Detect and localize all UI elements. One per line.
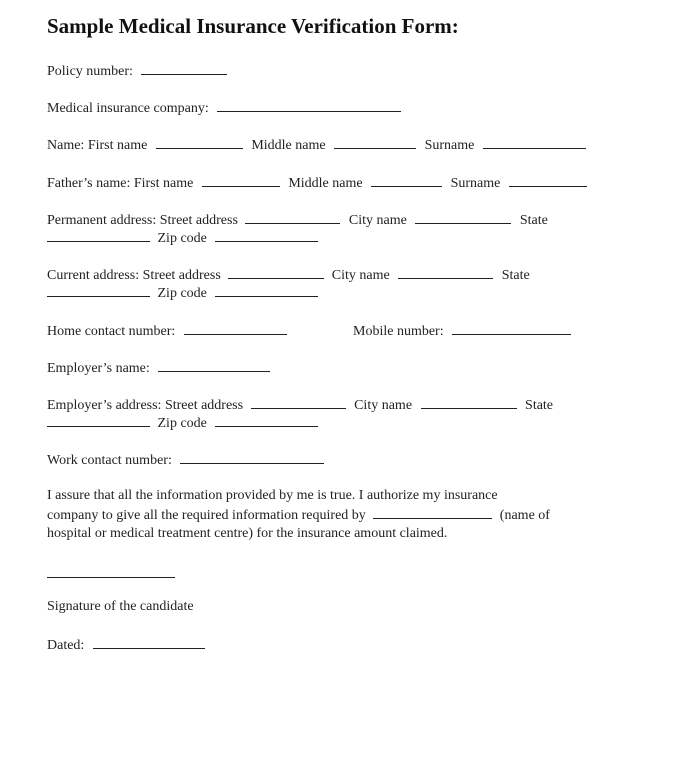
home-contact-row: [47, 321, 287, 341]
father-first-name-label: Father’s name: First name: [47, 176, 194, 191]
declaration-line-2: [47, 505, 602, 525]
permanent-city-label: City name: [348, 213, 407, 228]
declaration-paragraph: [47, 487, 602, 543]
employer-zip-field[interactable]: [215, 413, 318, 427]
employer-state-label: State: [525, 398, 554, 413]
hospital-name-field[interactable]: [373, 505, 492, 519]
current-street-label: Current address: Street address: [47, 268, 221, 283]
current-address-row-2: [47, 283, 318, 303]
dated-label: Dated:: [47, 638, 85, 653]
permanent-city-field[interactable]: [415, 210, 511, 224]
current-street-field[interactable]: [228, 265, 324, 279]
signature-label: Signature of the candidate: [47, 599, 194, 614]
permanent-zip-field[interactable]: [215, 228, 318, 242]
employer-city-field[interactable]: [421, 395, 517, 409]
permanent-street-field[interactable]: [245, 210, 340, 224]
employer-name-row: [47, 358, 270, 378]
employer-state-field[interactable]: [47, 413, 150, 427]
permanent-address-row-2: [47, 228, 318, 248]
surname-field[interactable]: [483, 135, 586, 149]
permanent-address-row: [47, 210, 548, 230]
work-contact-label: Work contact number:: [47, 453, 172, 468]
employer-address-row: [47, 395, 553, 415]
employer-name-label: Employer’s name:: [47, 361, 150, 376]
declaration-line-3: hospital or medical treatment centre) for the insurance amount claimed.: [47, 526, 448, 541]
mobile-contact-row: [353, 321, 571, 341]
mobile-number-field[interactable]: [452, 321, 571, 335]
permanent-zip-label: Zip code: [157, 231, 207, 246]
first-name-label: Name: First name: [47, 138, 148, 153]
current-zip-field[interactable]: [215, 283, 318, 297]
current-address-row: [47, 265, 530, 285]
permanent-street-label: Permanent address: Street address: [47, 213, 238, 228]
permanent-state-field[interactable]: [47, 228, 150, 242]
work-contact-field[interactable]: [180, 450, 324, 464]
employer-street-label: Employer’s address: Street address: [47, 398, 244, 413]
home-contact-field[interactable]: [184, 321, 287, 335]
declaration-line-1: I assure that all the information provided by me is true. I authorize my insurance: [47, 488, 498, 503]
signature-field[interactable]: [47, 576, 175, 578]
insurance-company-label: Medical insurance company:: [47, 101, 209, 116]
current-city-field[interactable]: [398, 265, 493, 279]
current-zip-label: Zip code: [157, 286, 207, 301]
mobile-number-label: Mobile number:: [353, 324, 444, 339]
home-contact-label: Home contact number:: [47, 324, 176, 339]
permanent-state-label: State: [519, 213, 548, 228]
father-middle-name-field[interactable]: [371, 173, 442, 187]
middle-name-field[interactable]: [334, 135, 416, 149]
employer-street-field[interactable]: [251, 395, 346, 409]
insurance-company-field[interactable]: [217, 98, 401, 112]
employer-zip-label: Zip code: [157, 416, 207, 431]
employer-city-label: City name: [354, 398, 413, 413]
current-state-field[interactable]: [47, 283, 150, 297]
dated-field[interactable]: [93, 635, 205, 649]
father-middle-name-label: Middle name: [288, 176, 363, 191]
father-first-name-field[interactable]: [202, 173, 280, 187]
surname-label: Surname: [424, 138, 475, 153]
form-title: Sample Medical Insurance Verification Form:: [47, 14, 459, 38]
father-surname-label: Surname: [450, 176, 501, 191]
current-state-label: State: [501, 268, 530, 283]
father-surname-field[interactable]: [509, 173, 587, 187]
policy-number-label: Policy number:: [47, 64, 133, 79]
name-row: [47, 135, 586, 155]
current-city-label: City name: [331, 268, 390, 283]
work-contact-row: [47, 450, 324, 470]
dated-row: [47, 635, 205, 655]
insurance-company-row: [47, 98, 401, 118]
employer-address-row-2: [47, 413, 318, 433]
employer-name-field[interactable]: [158, 358, 270, 372]
father-name-row: [47, 173, 587, 193]
first-name-field[interactable]: [156, 135, 243, 149]
policy-number-field[interactable]: [141, 61, 227, 75]
declaration-line-2-text: company to give all the required information required by: [47, 508, 366, 523]
declaration-line-2-suffix: (name of: [499, 508, 550, 523]
middle-name-label: Middle name: [251, 138, 326, 153]
policy-number-row: [47, 61, 227, 81]
